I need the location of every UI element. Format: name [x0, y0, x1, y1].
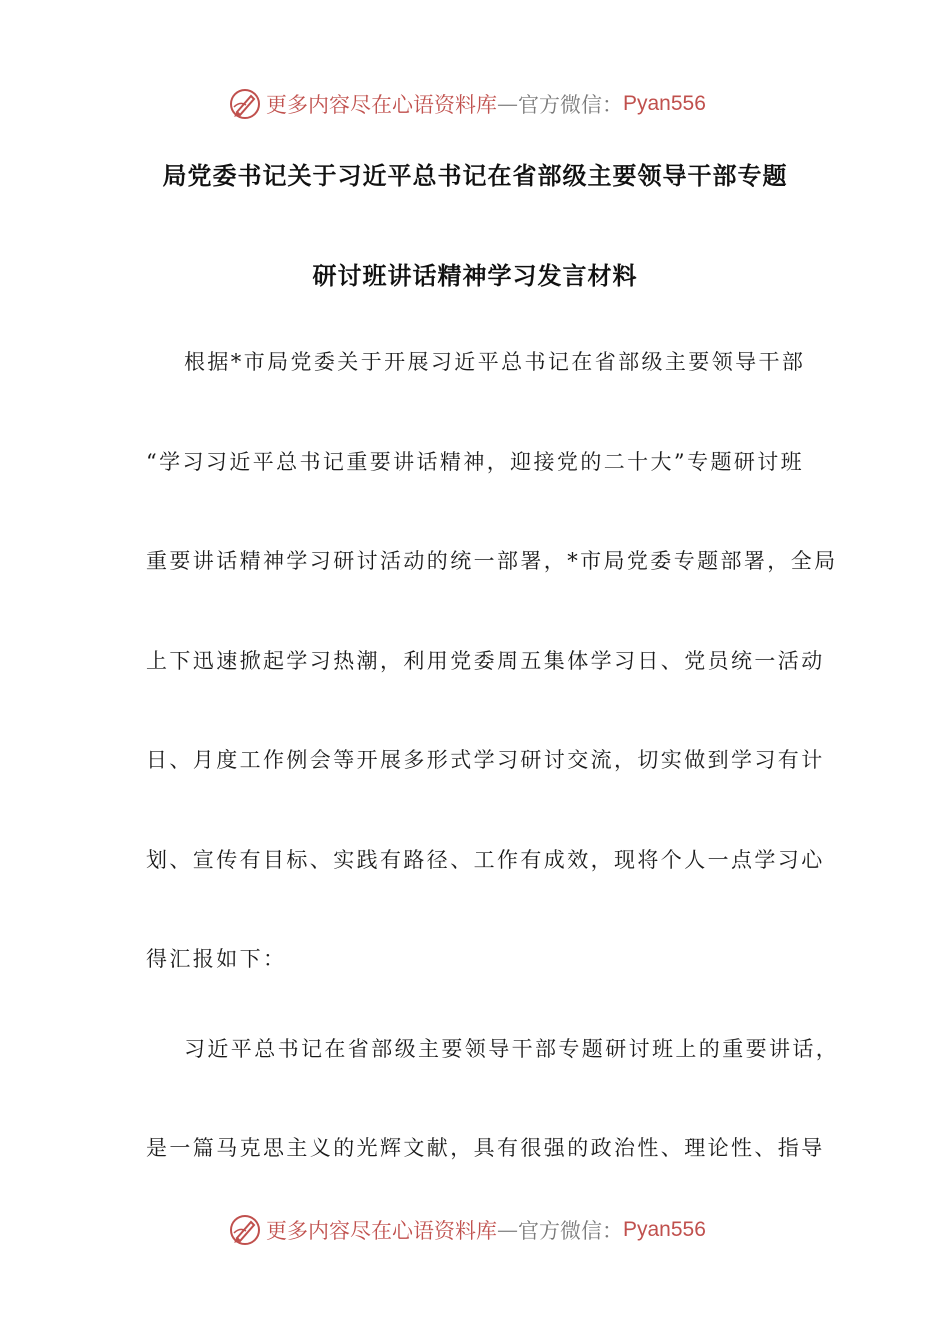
body-line-1: 根据*市局党委关于开展习近平总书记在省部级主要领导干部	[184, 350, 806, 374]
body-line-7: 得汇报如下：	[146, 947, 287, 971]
body-line-6: 划、宣传有目标、实践有路径、工作有成效，现将个人一点学习心	[146, 848, 825, 872]
footer-watermark	[228, 1212, 706, 1248]
body-line-8: 习近平总书记在省部级主要领导干部专题研讨班上的重要讲话，	[184, 1037, 840, 1061]
document-title-line-2: 研讨班讲话精神学习发言材料	[312, 261, 638, 290]
watermark-brand-text: 更多内容尽在心语资料库	[266, 93, 497, 117]
watermark-wechat-id: Pyan556	[623, 92, 706, 115]
header-watermark	[228, 86, 706, 122]
watermark-brand-text: 更多内容尽在心语资料库	[266, 1219, 497, 1243]
watermark-dash: —	[497, 1218, 518, 1242]
pen-logo-icon	[228, 87, 262, 121]
pen-logo-icon	[228, 1213, 262, 1247]
body-line-4: 上下迅速掀起学习热潮，利用党委周五集体学习日、党员统一活动	[146, 649, 825, 673]
body-line-5: 日、月度工作例会等开展多形式学习研讨交流，切实做到学习有计	[146, 748, 825, 772]
watermark-dash: —	[497, 92, 518, 116]
document-title-line-1: 局党委书记关于习近平总书记在省部级主要领导干部专题	[162, 161, 788, 190]
body-line-3: 重要讲话精神学习研讨活动的统一部署，*市局党委专题部署，全局	[146, 549, 838, 573]
body-line-2: “学习习近平总书记重要讲话精神，迎接党的二十大”专题研讨班	[146, 450, 805, 474]
body-line-9: 是一篇马克思主义的光辉文献，具有很强的政治性、理论性、指导	[146, 1136, 825, 1160]
watermark-wechat-label: 官方微信：	[518, 93, 623, 117]
watermark-wechat-id: Pyan556	[623, 1218, 706, 1241]
watermark-wechat-label: 官方微信：	[518, 1219, 623, 1243]
